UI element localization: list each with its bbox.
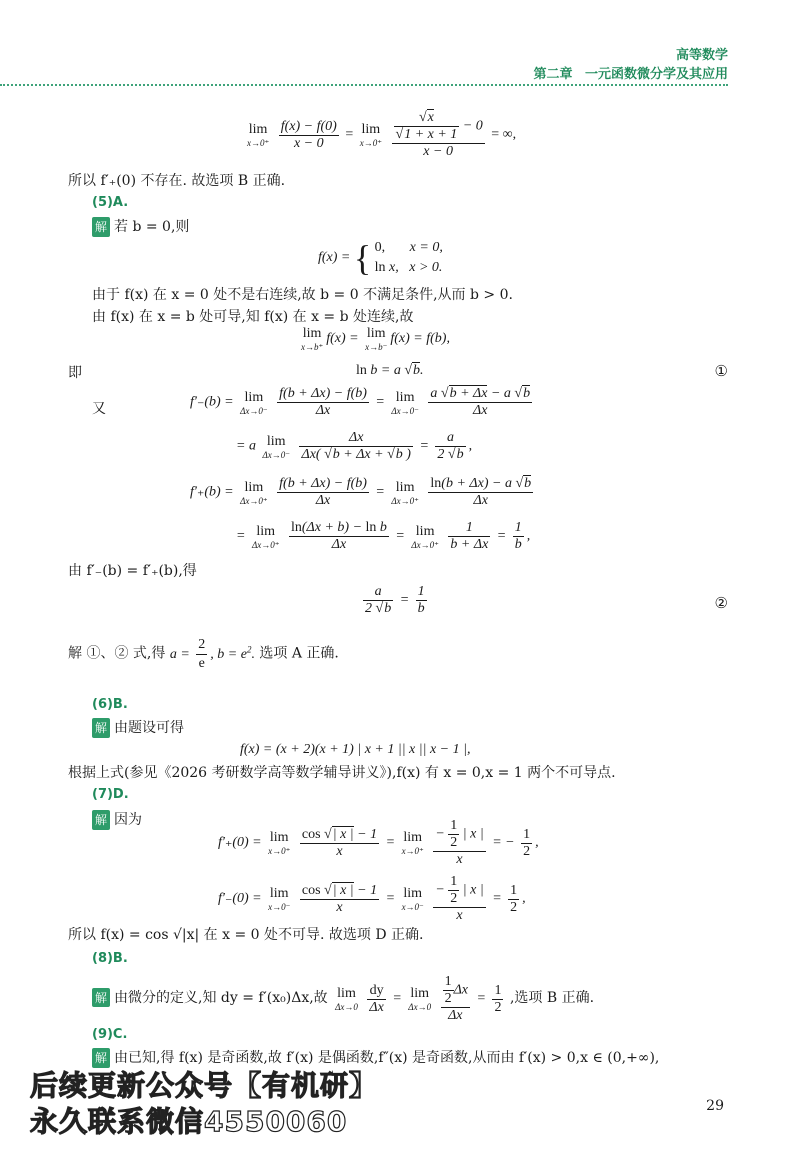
text-choose-a: 选项 A 正确. (259, 645, 339, 662)
text-q8-sol-a: 由微分的定义,知 dy = f′(x₀)Δx,故 (114, 990, 328, 1007)
solution-badge: 解 (92, 1048, 110, 1068)
text-by-equal: 由 f′₋(b) = f′₊(b),得 (68, 563, 197, 579)
answer-item-6: (6)B. (92, 697, 128, 712)
running-header-book: 高等数学 (675, 48, 728, 63)
text-q7-sol: 因为 (114, 812, 143, 828)
equation-continuity: lim x→b⁺ f(x) = lim x→b⁻ f(x) = f(b), (301, 326, 450, 352)
text-q8-sol-b: ,选项 B 正确. (509, 990, 595, 1007)
equation-right-derivative-limit: lim x→0⁺ $\frac{f(x) - f(0)}{x - 0}$ = lim x→0⁺ $\frac{√x}{√1 + x + 1}$ − 0 x − 0 = ∞, (247, 110, 517, 159)
solution-badge: 解 (92, 217, 110, 237)
watermark-line-1: 后续更新公众号【有机研】 (30, 1069, 379, 1102)
text-q6-conclusion: 根据上式(参见《2026 考研数学高等数学辅导讲义》),f(x) 有 x = 0,x = 1 两个不可导点. (68, 765, 616, 781)
text-q9-sol: 由已知,得 f(x) 是奇函数,故 f′(x) 是偶函数,f″(x) 是奇函数,从而由 f′(x) > 0,x ∈ (0,+∞), (114, 1050, 660, 1066)
equation-ln-b: ln b = a √b. (356, 363, 424, 378)
equation-q6-f: f(x) = (x + 2)(x + 1) | x + 1 || x || x − 1 |, (240, 742, 471, 757)
page-number: 29 (706, 1098, 724, 1114)
text-solve-line: 解 ①、② 式,得 a = $\frac{2}{e}$ , $b = e^2$. 选项 A 正确. (68, 637, 339, 671)
equation-q7-left: f′₋(0) = lim x→0⁻ $\frac{\cos √| x | - 1}{x}$ = lim x→0⁻ − $\frac{1}{2}$ | x | x = $\frac{1}{2}$ , (218, 874, 526, 923)
answer-item-8: (8)B. (92, 951, 128, 966)
text-q6-sol: 由题设可得 (114, 720, 185, 736)
answer-item-7: (7)D. (92, 787, 129, 802)
text-if-b0: 若 b = 0,则 (114, 219, 190, 235)
solution-8-line: 解 由微分的定义,知 dy = f′(x₀)Δx,故 lim Δx→0 $\frac{dy}{\Delta x}$ = lim Δx→0 $\frac{1}{2}$ Δx Δx = $\frac{1}{2}$ ,选项 B 正确. (92, 974, 594, 1024)
equation-tag-2: ② (714, 594, 728, 612)
text-not-right-continuous: 由于 f(x) 在 x = 0 处不是右连续,故 b = 0 不满足条件,从而 b > 0. (92, 287, 513, 303)
text-differentiable: 由 f(x) 在 x = b 处可导,知 f(x) 在 x = b 处连续,故 (92, 309, 414, 325)
equation-right-derivative-result: = lim Δx→0⁺ $\frac{\text{ln(Δx + b) − ln b}}{\Delta x}$ = lim Δx→0⁺ $\frac{1}{b + \Delta x}$ = $\frac{1}{b}$ , (236, 520, 531, 552)
text-q7-conclusion: 所以 f(x) = cos √|x| 在 x = 0 处不可导. 故选项 D 正确. (68, 927, 424, 943)
solution-badge: 解 (92, 988, 110, 1007)
solution-7-intro (92, 810, 142, 830)
text-solve: 解 ①、② 式,得 (68, 645, 166, 662)
answer-item-5: (5)A. (92, 195, 129, 210)
watermark-line-2: 永久联系微信4550060 (30, 1105, 348, 1138)
text-ji: 即 (68, 365, 82, 381)
running-header-chapter: 第二章 一元函数微分学及其应用 (533, 67, 728, 82)
header-dotted-rule (0, 84, 728, 86)
text-b-not-exist: 所以 f′₊(0) 不存在. 故选项 B 正确. (68, 173, 286, 189)
equation-right-derivative: f′₊(b) = lim Δx→0⁺ $\frac{f(b + \Delta x) - f(b)}{\Delta x}$ = lim Δx→0⁺ $\frac{\ln(b + \Delta x) - a √b}{\Delta x}$ (190, 476, 532, 508)
equation-piecewise-f: f(x) = { 0, x = 0, ln x, x > 0. (318, 238, 443, 278)
solution-5-intro (92, 217, 189, 237)
solution-badge: 解 (92, 718, 110, 738)
equation-a-over-2sqrtb: $\frac{a}{2 √b}$ = $\frac{1}{b}$ (365, 584, 425, 616)
equation-q7-right: f′₊(0) = lim x→0⁺ $\frac{\cos √| x | - 1}{x}$ = lim x→0⁺ − $\frac{1}{2}$ | x | x = − $\frac{1}{2}$ , (218, 818, 539, 867)
solution-6-intro (92, 718, 184, 738)
equation-left-derivative: f′₋(b) = lim Δx→0⁻ $\frac{f(b + \Delta x) - f(b)}{\Delta x}$ = lim Δx→0⁻ $\frac{a √b + \Delta x - a √b}{\Delta x}$ (190, 386, 531, 418)
equation-left-derivative-result: = a lim Δx→0⁻ $\frac{\Delta x}{\Delta x( √b + \Delta x + √b )}$ = $\frac{a}{2 √b}$ , (236, 430, 473, 462)
equation-tag-1: ① (714, 362, 728, 380)
text-you: 又 (92, 401, 106, 417)
solution-badge: 解 (92, 810, 110, 830)
answer-item-9: (9)C. (92, 1027, 128, 1042)
